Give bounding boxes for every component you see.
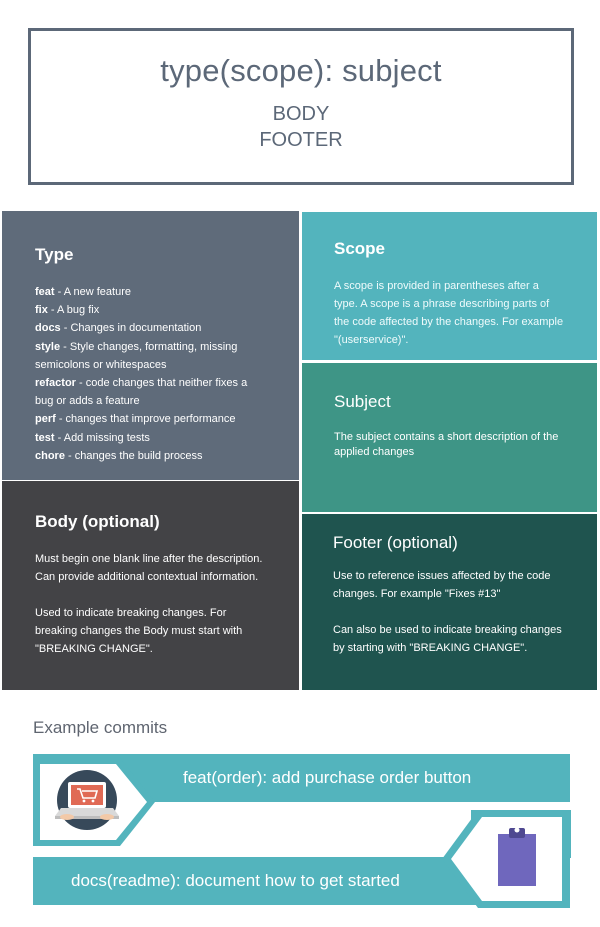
type-item-desc: - changes the build process xyxy=(64,449,203,462)
type-item-key: feat xyxy=(35,286,55,298)
subject-heading: Subject xyxy=(334,392,391,411)
type-item-key: fix xyxy=(35,304,48,317)
examples-title: Example commits xyxy=(33,718,168,737)
type-item-key: test xyxy=(35,431,55,444)
type-item-desc: - Changes in documentation xyxy=(60,322,202,335)
body-heading: Body (optional) xyxy=(35,512,160,531)
body-panel xyxy=(2,481,299,690)
scope-text: A scope is provided in parentheses after a type. A scope is a phrase describing parts of the code affected by the changes. For example "(userservice)". xyxy=(334,280,564,346)
type-item-key: chore xyxy=(35,449,65,462)
header-title: type(scope): subject xyxy=(160,53,442,88)
type-item-desc: - Add missing tests xyxy=(54,431,150,444)
type-item-key: docs xyxy=(35,322,61,335)
type-item-desc: - A new feature xyxy=(54,286,131,298)
commit-tile-right xyxy=(442,810,570,908)
footer-text-2: Can also be used to indicate breaking changes by starting with "BREAKING CHANGE". xyxy=(333,624,562,654)
type-heading: Type xyxy=(35,245,74,264)
commit-text: docs(readme): document how to get started xyxy=(71,871,400,890)
type-panel xyxy=(2,211,299,480)
body-text-2: Used to indicate breaking changes. For breaking changes the Body must start with "BREAKING CHANGE". xyxy=(35,607,243,655)
footer-panel xyxy=(302,514,597,690)
body-text-1: Must begin one blank line after the description. Can provide additional contextual information. xyxy=(35,553,263,583)
header-footer-label: FOOTER xyxy=(259,129,343,151)
subject-text: The subject contains a short description of the applied changes xyxy=(334,431,559,458)
header-box xyxy=(28,28,574,185)
commit-tile-left xyxy=(33,758,155,846)
scope-panel xyxy=(302,212,597,360)
type-item-desc: - A bug fix xyxy=(47,304,100,317)
type-item-desc: - changes that improve performance xyxy=(55,413,236,426)
type-item-key: perf xyxy=(35,413,56,426)
commit-text: feat(order): add purchase order button xyxy=(183,768,472,787)
header-body-label: BODY xyxy=(272,103,330,125)
type-item-desc: - code changes that neither fixes a bug or adds a feature xyxy=(35,377,248,408)
type-item-key: style xyxy=(35,340,61,353)
type-item-key: refactor xyxy=(35,377,76,390)
type-item-desc: - Style changes, formatting, missing semicolons or whitespaces xyxy=(35,340,238,371)
scope-heading: Scope xyxy=(334,239,386,258)
footer-heading: Footer (optional) xyxy=(333,533,458,552)
type-list xyxy=(35,283,266,465)
clipboard-icon xyxy=(498,828,536,887)
footer-text-1: Use to reference issues affected by the code changes. For example "Fixes #13" xyxy=(333,570,551,600)
subject-panel xyxy=(302,363,597,512)
